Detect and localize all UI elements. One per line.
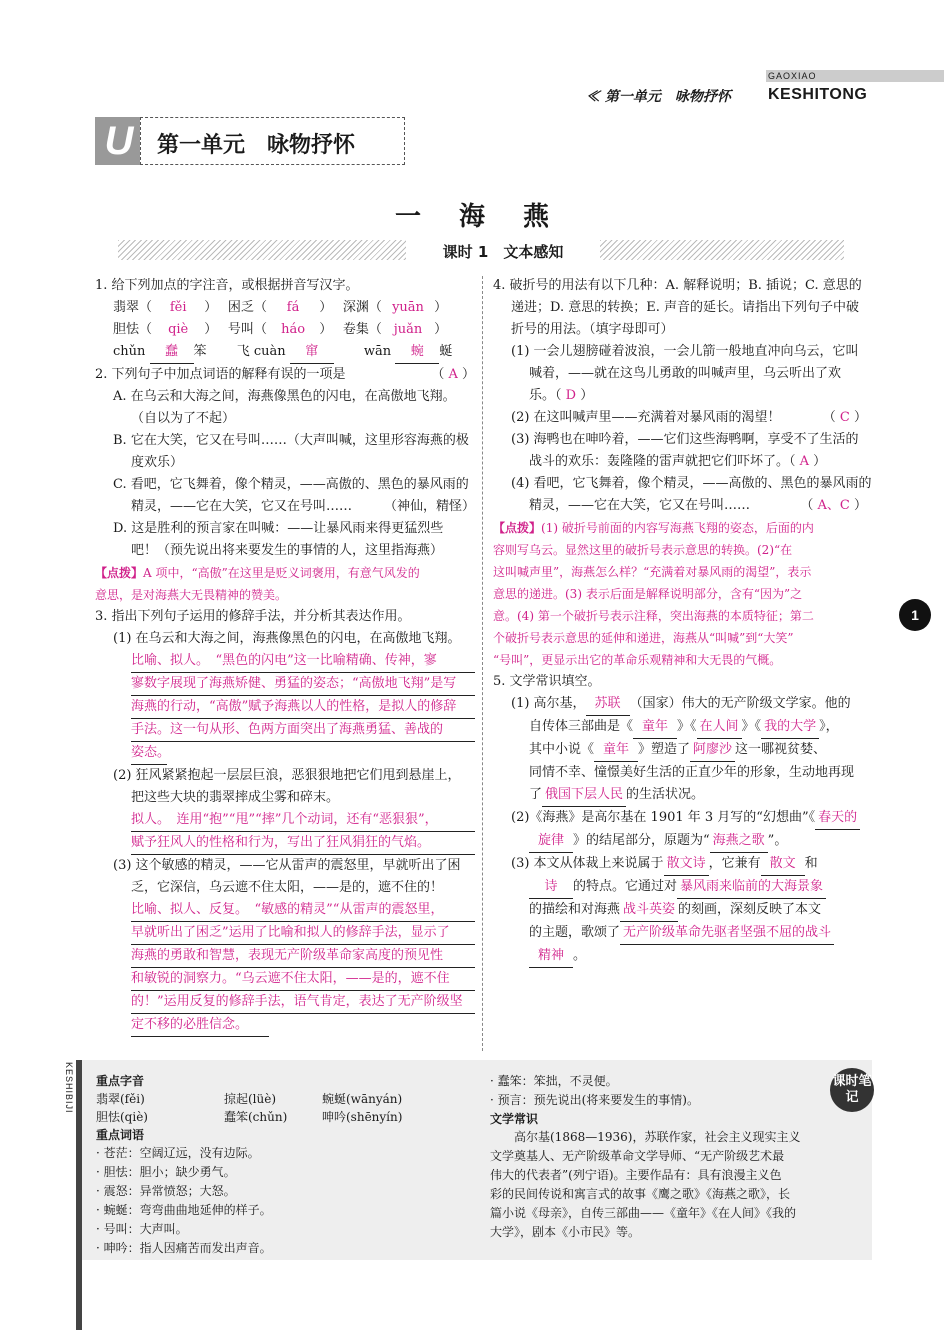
q4-tip: 【点拨】(1) 破折号前面的内容写海燕飞翔的姿态，后面的内 xyxy=(493,521,814,535)
q4-item2: (2) 在这叫喊声里——充满着对暴风雨的渴望！ （ C ） xyxy=(511,410,867,425)
stripe-left xyxy=(118,240,406,260)
q4-item4-b: 精灵，——它在大笑，它又在号叫…… （ A、C ） xyxy=(529,498,867,513)
brand-small: GAOXIAO xyxy=(768,71,817,81)
q5-p1-e: 了 俄国下层人民 的生活状况。 xyxy=(493,784,867,807)
q5-p3-e: 精神 。 xyxy=(493,945,867,968)
page-number: 1 xyxy=(899,599,931,631)
q4-item1-b: 喊着，——就在这鸟儿勇敢的叫喊声里，乌云听出了欢 xyxy=(529,366,842,381)
q5-p1-b: 自传体三部曲是《 童年 》《 在人间 》《 我的大学 》， xyxy=(493,716,867,739)
q2-option-a: A. 在乌云和大海之间，海燕像黑色的闪电，在高傲地飞翔。 xyxy=(113,389,456,404)
q2-tip: 【点拨】A 项中，“高傲”在这里是贬义词褒用，有意气风发的 xyxy=(95,566,420,580)
q4-stem: 4. 破折号的用法有以下几种：A. 解释说明；B. 插说；C. 意思的 xyxy=(493,278,862,293)
q3-s3: (3) 这个敏感的精灵，——它从雷声的震怒里，早就听出了困 xyxy=(113,858,461,873)
q3-a3: 比喻、拟人、反复。 “敏感的精灵”“从雷声的震怒里， 早就听出了困乏”运用了比喻和拟人的修辞手法，显示了 海燕的勇敢和智慧，表现无产阶级革命家高度的预见性 和敏锐的洞察力。“乌云遮不住太阳，——是的，遮不住 的！”运用反复的修辞手法，语气肯定，表达了无产阶级坚 定不移的必胜信念。 xyxy=(95,899,475,1037)
lesson-title: 一 海 燕 xyxy=(394,202,555,232)
notes-left xyxy=(96,1072,476,1258)
notes-pron-grid: 翡翠(fěi) 掠起(lüè) 蜿蜒(wānyán) 胆怯(qiè) 蠢笨(chǔn) 呻吟(shēnyín) xyxy=(96,1092,403,1124)
q4-item4: (4) 看吧，它飞舞着，像个精灵，——高傲的、黑色的暴风雨的 xyxy=(511,476,872,491)
q2-option-a-note: （自以为了不起） xyxy=(131,411,236,426)
q2-option-d-note: 吧！（预先说出将来要发生的事情的人，这里指海燕） xyxy=(131,543,444,558)
q4-item1: (1) 一会儿翅膀碰着波浪，一会儿箭一般地直冲向乌云，它叫 xyxy=(511,344,859,359)
header-unit-label: ≪ 第一单元 咏物抒怀 xyxy=(586,89,731,105)
notes-right xyxy=(490,1072,830,1242)
right-column: 4. 破折号的用法有以下几种：A. 解释说明；B. 插说；C. 意思的 递进；D. 意思的转换；E. 声音的延长。请指出下列句子中破 折号的用法。（填字母即可） (1) 一会儿翅膀碰着波浪，一会儿箭一般地直冲向乌云，它叫 喊着，——就在这鸟儿勇敢的叫喊声里，乌云听出了欢 乐。（ D ） (2) 在这叫喊声里——充满着对暴风雨的渴望！ （ C ） (3) 海鸭也在呻吟着，——它们这些海鸭啊，享受不了生活的 战斗的欢乐：轰隆隆的雷声就把它们吓坏了。（ A ） (4) 看吧，它飞舞着，像个精灵，——高傲的、黑色的暴风雨的 精灵，——它在大笑，它又在号叫…… （ A、C ） 【点拨】(1) 破折号前面的内容写海燕飞翔的姿态，后面的内 容则写乌云。显然这里的破折号表示意思的转换。(2)“在 这叫喊声里”，海燕怎么样？“充满着对暴风雨的渴望”，表示 意思的递进。(3) 表示后面是解释说明部分，含有“因为”之 意。(4) 第一个破折号表示注释，突出海燕的本质特征；第二 个破折号表示意思的延伸和递进，海燕从“叫喊”到“大笑” “号叫”，更显示出它的革命乐观精神和大无畏的气概。 5. 文学常识填空。 (1) 高尔基， 苏联 （国家）伟大的无产阶级文学家。他的 自传体三部曲是《 童年 》《 在人间 》《 我的大学 》， 其中小说《 童年 》塑造了 阿廖沙 这一哪视贫婪、 同情不幸、憧憬美好生活的正直少年的形象，生动地再现 了 俄国下层人民 的生活状况。 (2)《海燕》是高尔基在 1901 年 3 月写的“幻想曲”《 春天的 旋律 》的结尾部分，原题为“ 海燕之歌 ”。 (3) 本文从体裁上来说属于 散文诗 ，它兼有 散文 和 诗 的特点。它通过对 暴风雨来临前的大海景象 的描绘和对海燕 战斗英姿 的刻画，深刻反映了本文 的主题，歌颂了 无产阶级革命先驱者坚强不屈的战斗 精神 。 xyxy=(493,275,867,968)
notes-badge: 课时笔记 xyxy=(830,1068,874,1112)
notes-literature: 高尔基(1868—1936)，苏联作家，社会主义现实主义 文学奠基人、无产阶级革命文学导师、“无产阶级艺术最 伟大的代表者”(列宁语)。主要作品有：具有浪漫主义色 彩的民间传说和寓言式的故事《鹰之歌》《海燕之歌》，长 篇小说《母亲》，自传三部曲——《童年》《在人间》《我的 大学》，剧本《小市民》等。 xyxy=(490,1130,801,1239)
notes-side-bar xyxy=(76,1060,82,1330)
q5-p3-b: 诗 的特点。它通过对 暴风雨来临前的大海景象 xyxy=(493,876,867,899)
notes-words: · 苍茫：空阔辽远，没有边际。 · 胆怯：胆小；缺少勇气。 · 震怒：异常愤怒；大怒。 · 蜿蜒：弯弯曲曲地延伸的样子。 · 号叫：大声叫。 · 呻吟：指人因痛苦而发出声音。 xyxy=(96,1146,272,1255)
q2-stem: 2. 下列句子中加点词语的解释有误的一项是 （ A ） xyxy=(95,367,475,382)
brand-logo: KESHITONG xyxy=(768,86,868,103)
side-label: KESHIBIJI xyxy=(64,1062,74,1114)
q2-tip-2: 意思，是对海燕大无畏精神的赞美。 xyxy=(95,588,288,602)
q1-row1: 翡翠（ fěi ） 困乏（ fá ） 深渊（ yuān ） xyxy=(113,300,448,315)
notes-heading-pronunciation: 重点字音 xyxy=(96,1074,145,1088)
q3-stem: 3. 指出下列句子运用的修辞手法，并分析其表达作用。 xyxy=(95,609,411,624)
q4-item3: (3) 海鸭也在呻吟着，——它们这些海鸭啊，享受不了生活的 xyxy=(511,432,859,447)
q3-s3b: 乏，它深信，乌云遮不住太阳，——是的，遮不住的！ xyxy=(131,880,444,895)
q4-stem-2: 递进；D. 意思的转换；E. 声音的延长。请指出下列句子中破 xyxy=(511,300,859,315)
q3-a2: 拟人。 连用“抱”“甩”“摔”几个动词，还有“恶狠狠”， 赋予狂风人的性格和行为，写出了狂风狷狂的气焰。 xyxy=(95,809,475,855)
unit-title-box xyxy=(140,117,405,165)
unit-letter: U xyxy=(95,117,143,165)
q3-s2: (2) 狂风紧紧抱起一层层巨浪，恶狠狠地把它们甩到悬崖上， xyxy=(113,768,461,783)
notes-words-2: · 蠢笨：笨拙，不灵便。 · 预言：预先说出(将来要发生的事情)。 xyxy=(490,1074,699,1107)
q4-item3-b: 战斗的欢乐：轰隆隆的雷声就把它们吓坏了。（ A ） xyxy=(529,454,827,469)
unit-title: 第一单元 咏物抒怀 xyxy=(157,133,356,158)
notes-heading-literature: 文学常识 xyxy=(490,1112,539,1126)
lesson-subtitle: 课时 1 文本感知 xyxy=(442,243,564,261)
q3-s1: (1) 在乌云和大海之间，海燕像黑色的闪电，在高傲地飞翔。 xyxy=(113,631,461,646)
q3-s2b: 把这些大块的翡翠摔成尘雾和碎末。 xyxy=(131,790,340,805)
q5-p3: (3) 本文从体裁上来说属于 散文诗 ，它兼有 散文 和 xyxy=(493,853,867,876)
q2-option-b: B. 它在大笑，它又在号叫……（大声叫喊，这里形容海燕的极 xyxy=(113,433,469,448)
q5-p1-d: 同情不幸、憧憬美好生活的正直少年的形象，生动地再现 xyxy=(529,765,855,780)
q5-stem: 5. 文学常识填空。 xyxy=(493,674,601,689)
q5-p1-c: 其中小说《 童年 》塑造了 阿廖沙 这一哪视贫婪、 xyxy=(493,739,867,762)
q2-option-b-note: 度欢乐） xyxy=(131,455,184,470)
q1-stem: 1. 给下列加点的字注音，或根据拼音写汉字。 xyxy=(95,278,359,293)
q2-option-d: D. 这是胜利的预言家在叫喊：——让暴风雨来得更猛烈些 xyxy=(113,521,444,536)
notes-heading-words: 重点词语 xyxy=(96,1128,145,1142)
q5-p2-b: 旋律 》的结尾部分，原题为“ 海燕之歌 ”。 xyxy=(493,830,867,853)
q3-a1: 比喻、拟人。 “黑色的闪电”这一比喻精确、传神，寥 寥数字展现了海燕矫健、勇猛的姿态；“高傲地飞翔”是写 海燕的行动，“高傲”赋予海燕以人的性格，是拟人的修辞 手法。这一句从形、色两方面突出了海燕勇猛、善战的 姿态。 xyxy=(95,650,475,765)
column-divider xyxy=(482,276,483,1051)
stripe-right xyxy=(600,240,844,260)
q2-option-c-2: 精灵，——它在大笑，它又在号叫…… （神仙，精怪） xyxy=(131,499,475,514)
q5-p3-c: 的描绘和对海燕 战斗英姿 的刻画，深刻反映了本文 xyxy=(493,899,867,922)
q4-item1-c: 乐。（ D ） xyxy=(529,388,594,403)
q4-stem-3: 折号的用法。（填字母即可） xyxy=(511,322,674,337)
left-column xyxy=(95,275,475,1037)
q5-p1: (1) 高尔基， 苏联 （国家）伟大的无产阶级文学家。他的 xyxy=(493,693,867,716)
q1-row3: chǔn 蠢 笨 飞 cuàn 窜 wān 蜿 蜒 xyxy=(95,341,475,364)
q5-p2: (2)《海燕》是高尔基在 1901 年 3 月写的“幻想曲”《 春天的 xyxy=(493,807,867,830)
q1-row2: 胆怯（ qiè ） 号叫（ háo ） 卷集（ juǎn ） xyxy=(113,322,448,337)
q5-p3-d: 的主题，歌颂了 无产阶级革命先驱者坚强不屈的战斗 xyxy=(493,922,867,945)
q2-option-c: C. 看吧，它飞舞着，像个精灵，——高傲的、黑色的暴风雨的 xyxy=(113,477,469,492)
